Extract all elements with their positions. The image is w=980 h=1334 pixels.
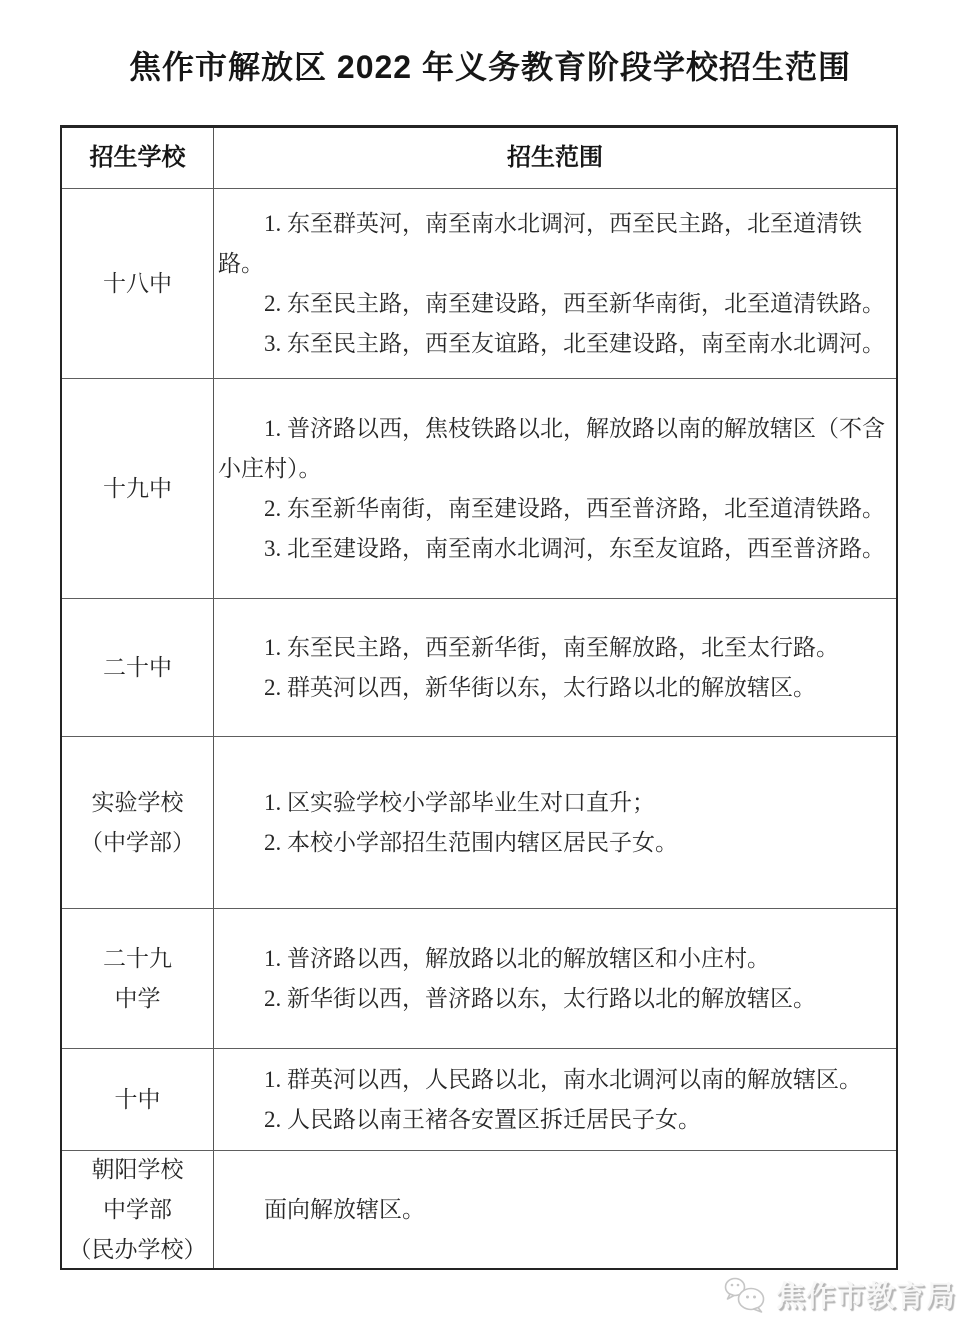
table-row	[62, 1150, 896, 1268]
school-cell	[62, 189, 214, 378]
school-name-line: 十九中	[103, 475, 172, 501]
school-cell	[62, 1151, 214, 1268]
school-name-line: 二十中	[103, 654, 172, 680]
range-cell	[214, 189, 896, 378]
school-name-line: 中学部	[103, 1196, 172, 1222]
school-name-line: 朝阳学校	[91, 1156, 184, 1182]
range-item: 2. 群英河以西，新华街以东，太行路以北的解放辖区。	[264, 674, 816, 700]
header-school: 招生学校	[62, 128, 214, 188]
range-cell	[214, 1049, 896, 1150]
table-row	[62, 188, 896, 378]
range-item: 1. 东至群英河，南至南水北调河，西至民主路，北至道清铁路。	[218, 210, 862, 276]
school-name-line: 中学	[114, 985, 161, 1011]
school-name-line: （民办学校）	[68, 1236, 207, 1262]
watermark-label: 焦作市教育局	[775, 1281, 956, 1313]
school-cell	[62, 737, 214, 908]
table-row	[62, 378, 896, 598]
school-name-line: （中学部）	[80, 829, 195, 855]
document-title: 焦作市解放区 2022 年义务教育阶段学校招生范围	[129, 49, 851, 85]
range-item: 2. 本校小学部招生范围内辖区居民子女。	[264, 829, 678, 855]
admission-table	[60, 125, 898, 1270]
school-name-line: 十中	[114, 1086, 161, 1112]
watermark	[722, 1274, 956, 1315]
school-cell	[62, 599, 214, 736]
school-name-line: 实验学校	[91, 789, 184, 815]
range-item: 2. 东至新华南街，南至建设路，西至普济路，北至道清铁路。	[264, 495, 885, 521]
range-item: 1. 群英河以西，人民路以北，南水北调河以南的解放辖区。	[264, 1066, 862, 1092]
table-row	[62, 908, 896, 1048]
range-item: 2. 人民路以南王褚各安置区拆迁居民子女。	[264, 1106, 701, 1132]
range-item: 1. 普济路以西，焦枝铁路以北，解放路以南的解放辖区（不含小庄村）。	[218, 415, 885, 481]
range-cell	[214, 379, 896, 598]
header-range: 招生范围	[507, 144, 603, 171]
range-item: 面向解放辖区。	[264, 1196, 425, 1222]
range-item: 1. 东至民主路，西至新华街，南至解放路，北至太行路。	[264, 634, 839, 660]
range-item: 3. 北至建设路，南至南水北调河，东至友谊路，西至普济路。	[264, 535, 885, 561]
school-name-line: 十八中	[103, 270, 172, 296]
range-item: 3. 东至民主路，西至友谊路，北至建设路，南至南水北调河。	[264, 330, 885, 356]
school-name-line: 二十九	[103, 945, 172, 971]
table-row	[62, 1048, 896, 1150]
table-header-row	[62, 128, 896, 188]
table-row	[62, 598, 896, 736]
range-item: 2. 新华街以西，普济路以东，太行路以北的解放辖区。	[264, 985, 816, 1011]
range-item: 1. 区实验学校小学部毕业生对口直升；	[264, 789, 655, 815]
range-cell	[214, 1151, 896, 1268]
range-item: 2. 东至民主路，南至建设路，西至新华南街，北至道清铁路。	[264, 290, 885, 316]
school-cell	[62, 909, 214, 1048]
table-row	[62, 736, 896, 908]
wechat-icon	[722, 1275, 768, 1315]
range-item: 1. 普济路以西，解放路以北的解放辖区和小庄村。	[264, 945, 770, 971]
range-cell	[214, 737, 896, 908]
range-cell	[214, 599, 896, 736]
school-cell	[62, 1049, 214, 1150]
school-cell	[62, 379, 214, 598]
range-cell	[214, 909, 896, 1048]
